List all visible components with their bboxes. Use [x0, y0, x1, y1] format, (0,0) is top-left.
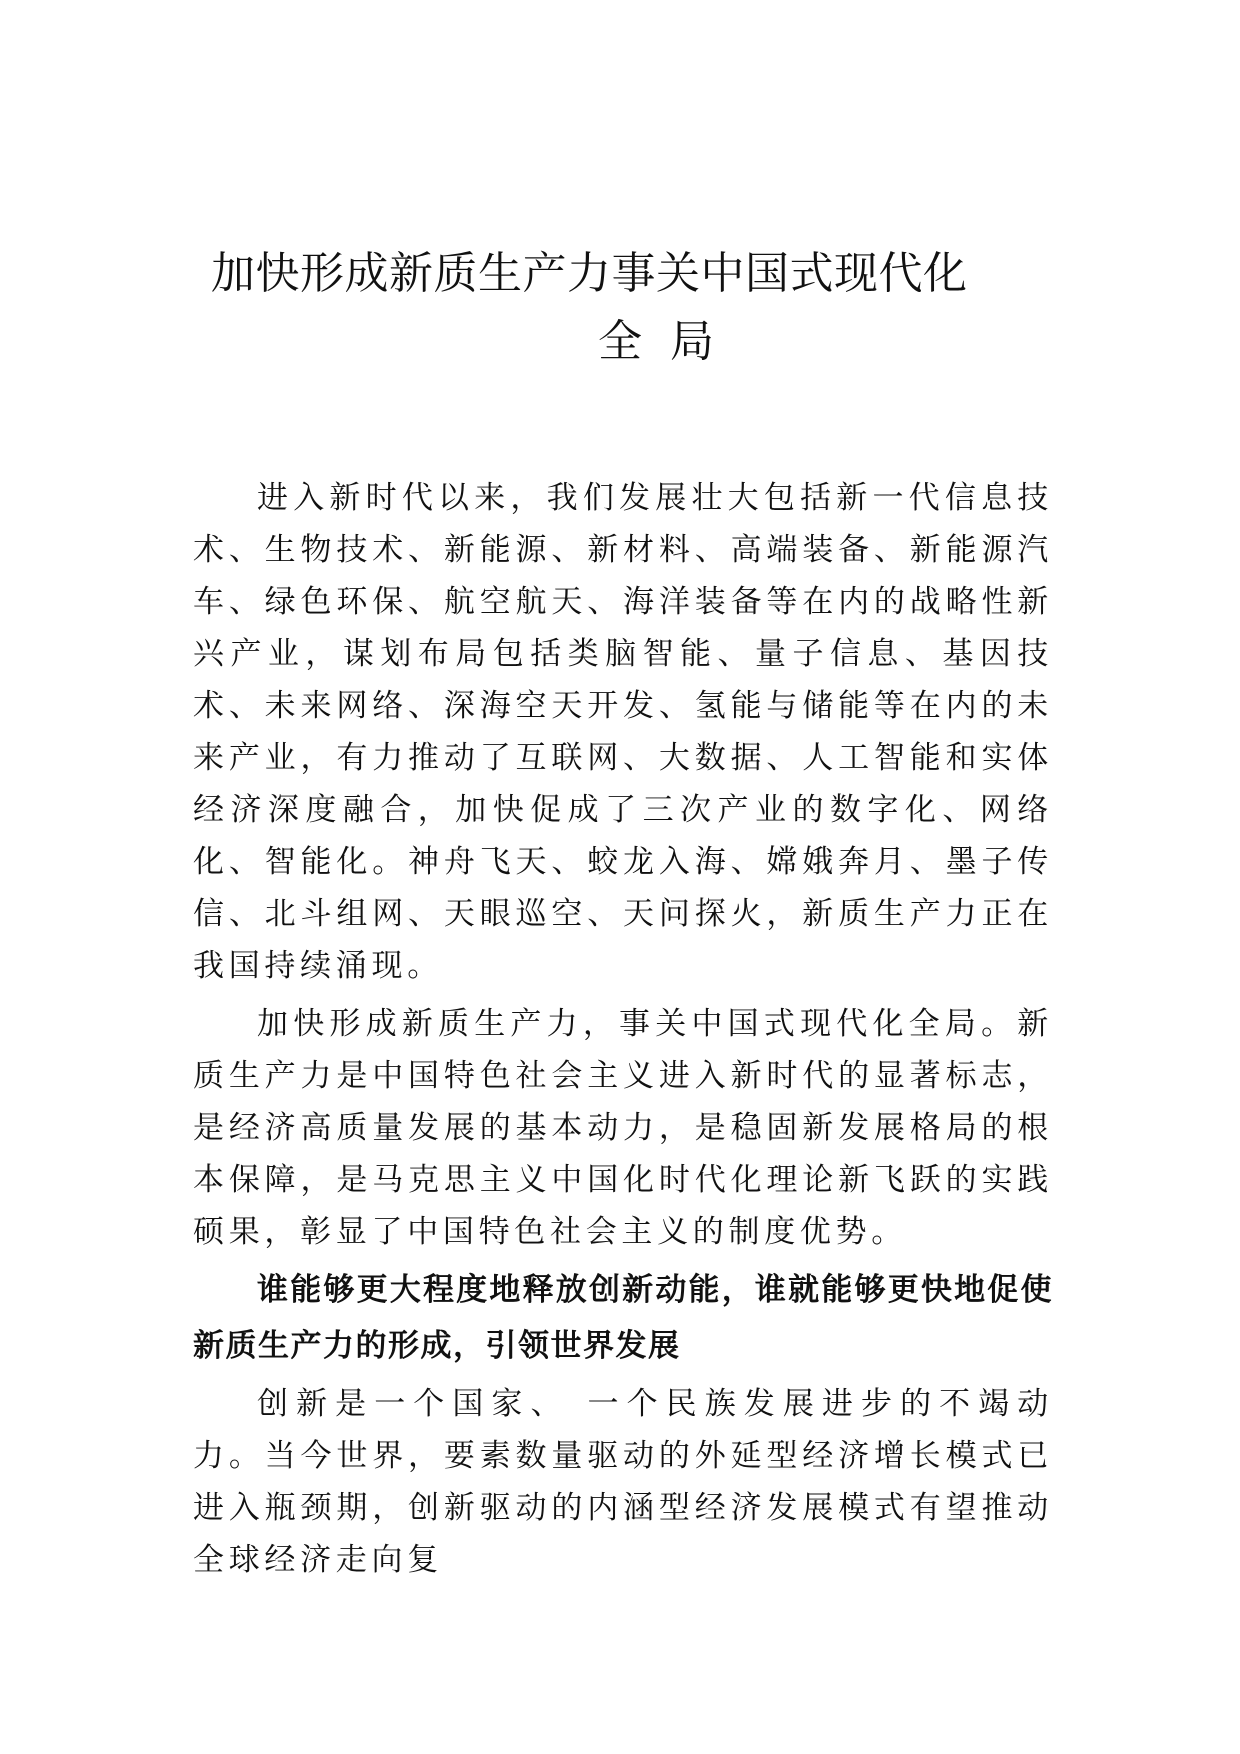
document-body [193, 472, 1053, 1586]
document-title-line-1: 加快形成新质生产力事关中国式现代化 [211, 248, 968, 299]
section-subheading: 谁能够更大程度地释放创新动能，谁就能够更快地促使新质生产力的形成，引领世界发展 [193, 1272, 1053, 1364]
document-title-line-2: 全局 [598, 316, 742, 367]
body-paragraph-2: 加快形成新质生产力，事关中国式现代化全局。新质生产力是中国特色社会主义进入新时代的显著标志，是经济高质量发展的基本动力，是稳固新发展格局的根本保障，是马克思主义中国化时代化理论新飞跃的实践硕果，彰显了中国特色社会主义的制度优势。 [193, 1006, 1053, 1250]
body-paragraph-3: 创新是一个国家、 一个民族发展进步的不竭动力。当今世界，要素数量驱动的外延型经济增长模式已进入瓶颈期，创新驱动的内涵型经济发展模式有望推动全球经济走向复 [193, 1386, 1053, 1578]
body-paragraph-1: 进入新时代以来，我们发展壮大包括新一代信息技术、生物技术、新能源、新材料、高端装备、新能源汽车、绿色环保、航空航天、海洋装备等在内的战略性新兴产业，谋划布局包括类脑智能、量子信息、基因技术、未来网络、深海空天开发、氢能与储能等在内的未来产业，有力推动了互联网、大数据、人工智能和实体经济深度融合，加快促成了三次产业的数字化、网络化、智能化。神舟飞天、蛟龙入海、嫦娥奔月、墨子传信、北斗组网、天眼巡空、天问探火，新质生产力正在我国持续涌现。 [193, 480, 1053, 984]
